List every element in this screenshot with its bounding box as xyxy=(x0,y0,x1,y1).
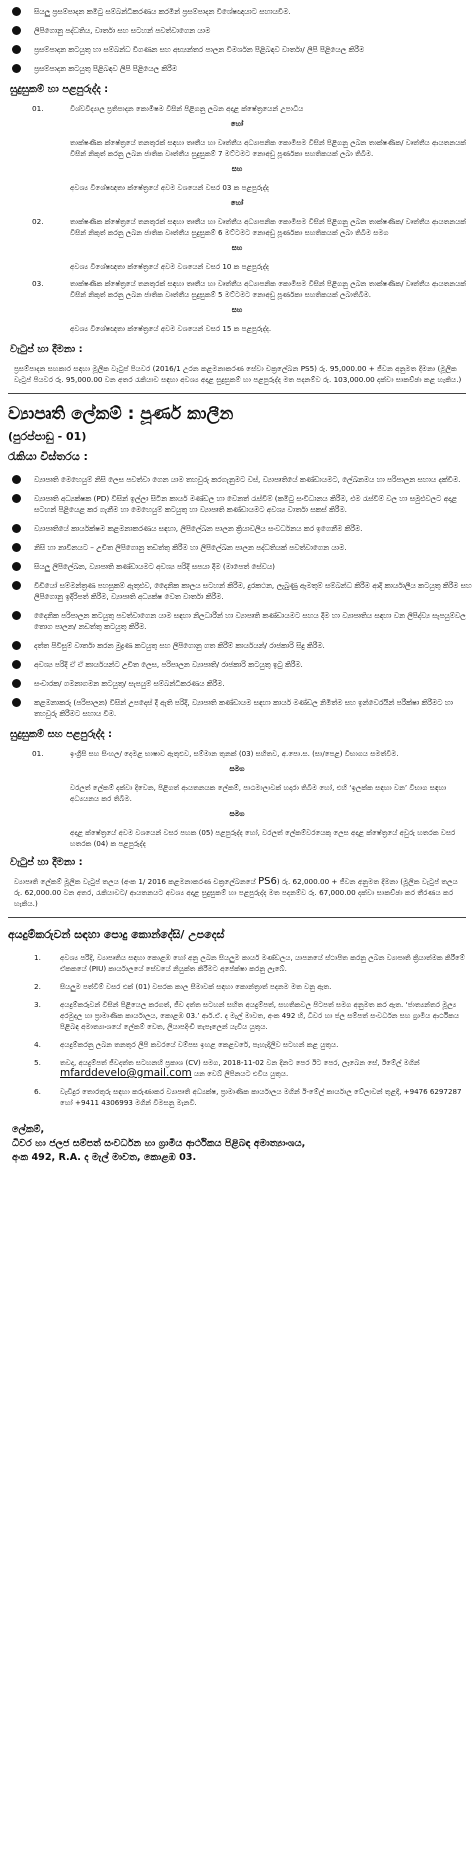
bullet-dot-icon xyxy=(12,45,21,54)
vacancy-count: (පුරප්පාඩු - 01) xyxy=(8,430,87,443)
and-divider: සහ xyxy=(231,306,243,314)
qualification-text: තාක්ෂණික ක්ෂේත්‍රයේ තනතුරක් සඳහා තෘතීය හා වෘත්තීය අධ්‍යාපනික කොමිසම විසින් පිළිගනු ලබන තාක්ෂණික/ වෘත්තීය ආයතනයක් විසින් නිකුත් කරනු ලබන ජාතික වෘත්තීය සුදුසුකම් 7 මට්ටමට නොඅඩු පූර්ණකා සහතිකයක් ලබා තිබීම. xyxy=(70,138,467,158)
salary-heading: වැටුප් හා දීමනා : xyxy=(10,857,83,868)
bullet-dot-icon xyxy=(12,611,21,620)
duty-bullet: අවශ්‍ය පරිදි ඒ ඒ කාර්යයන්ට උචිත ලෙස, පරිපාලන ව්‍යාපෘති/ රාජකාරි කටයුතු ඉටු කිරීම. xyxy=(0,659,474,670)
with-divider: සමග xyxy=(229,765,245,773)
qualification-item: 01. ඉංග්‍රීසි සහ සිංහල/ දෙමළ භාෂාව ඇතුළුව, සම්මාන තුනක් (03) සහිතව, අ.පො.ස. (සා/පෙළ) විභාගය සමත්වීම. xyxy=(32,749,399,758)
qualification-item: 02. තාක්ෂණික ක්ෂේත්‍රයේ තනතුරක් සඳහා තෘතීය හා වෘත්තීය අධ්‍යාපනික කොමිසම විසින් පිළිගනු ලබන තාක්ෂණික/ වෘත්තීය ආයතනයක් විසින් නිකුත් කරනු ලබන ජාතික වෘත්තීය සුදුසුකම් 6 මට්ටමට නොඅඩු පූර්ණකා සහතිකයක් ලබා තිබීම සමග xyxy=(32,217,467,237)
qualifications-heading: සුදුසුකම් හා පළපුරුද්ද : xyxy=(10,84,109,95)
bullet-dot-icon xyxy=(12,64,21,73)
bullet-dot-icon xyxy=(12,7,21,16)
salary-text: ව්‍යාපෘති ලේකම් මූලික වැටුප් තලය (අංක 1/ 2016 කළමනාකරණ චක්‍රලේඛනයේ PS6) රු. 62,000.00 + ජීවන අනුමත දීමනා (මූලික වැටුප් තලය රු. 62,000.00 වන අතර, රැකියාවට/ ආයතනයට අවශ්‍ය අදාළ සුදුසුකම් හා පළපුරුද්ද මත පදනම්ව රු. 67,000.00 දක්වා සාකච්ඡා කර තීරණය කර හැකිය.) xyxy=(14,876,458,908)
condition-item: 3. අයදුම්කරුවන් විසින් පිළියෙල කරගත්, ජීව දත්ත සටහන් සහිත අයදුම්පත්, සහතිකවල පිටපත් සමග අනුමත කර ඇත. ‘ජාත්‍යන්තර මූල්‍ය අරමුදල හා ප්‍රාමාණික කාර්යාලය, කොළඹ 03.’ ආර්.ඒ. ද මැල් මාවත, අංක 492 හි, ධීවර හා ජල සම්පත් සංවර්ධන සහ ග්‍රාමීය ආර්ථිකය පිළිබඳ අමාත්‍යාංශයේ ලේකම් වෙත, ලියාපදිංචි තැපෑලෙන් යැවිය යුතුය. xyxy=(34,1000,460,1031)
and-divider: සහ xyxy=(231,165,243,173)
email-link[interactable]: mfarddevelo@gmail.com xyxy=(60,1067,192,1079)
qualification-text: අවශ්‍ය විශේෂඥතා ක්ෂේත්‍රයේ අවම වශයෙන් වසර 15 ක පළපුරුද්ද. xyxy=(70,324,272,333)
with-divider: සමග xyxy=(229,810,245,818)
bullet-dot-icon xyxy=(12,475,21,484)
bullet-dot-icon xyxy=(12,641,21,650)
address-line: ලේකම්, xyxy=(12,1124,45,1135)
duty-bullet: සංචාරක/ ගමනාගමන කටයුතු/ සැපයුම් සම්බන්ධීකරණය කිරීම. xyxy=(0,678,474,689)
salary-heading: වැටුප් හා දීමනා : xyxy=(10,344,83,355)
qualification-item: 03. තාක්ෂණික ක්ෂේත්‍රයේ තනතුරක් සඳහා තෘතීය හා වෘත්තීය අධ්‍යාපනික කොමිසම විසින් පිළිගනු ලබන තාක්ෂණික/ වෘත්තීය ආයතනයක් විසින් නිකුත් කරනු ලබන ජාතික වෘත්තීය සුදුසුකම් 5 මට්ටමට නොඅඩු පූර්ණකා සහතිකයක් ලබාතිබීම. xyxy=(32,279,467,299)
job-description-heading: රැකියා විස්තරය : xyxy=(8,450,88,463)
condition-item: 2. සියලුම පත්වීම් වසර එක් (01) වසරක කාල සීමාවක් සඳහා කොන්ත්‍රාත් පදනම මත වනු ඇත. xyxy=(34,982,332,991)
duty-bullet: සියලු ප්‍රසම්පාදන කමිටු සම්බන්ධීකරණය කරමින් ප්‍රසම්පාදන විශේෂඥයාට සහායවීම. xyxy=(0,6,474,17)
section-divider xyxy=(8,917,466,918)
qualification-text: වරලත් ලේකම් දක්වා දිවෙන, පිළිගත් ආයතනයක ලේකම්, පාඨමාලාවක් හදාරා තිබීම හෝ, එහි ‘ඉලක්ක සඳහා වන’ විභාග සඳහා අධ්‍යයනය කර තිබීම. xyxy=(70,783,447,803)
condition-item: 5. තවද, අයදුම්පත් ජීවදත්ත සටහනහි ප්‍රකාශ (CV) සමග, 2018-11-02 වන දිනට පෙර ඊට පෙර, ලැබෙන සේ, ඊමේල් මගින් mfarddevelo@gmail.com යන වෙබ් ලිපිනයට එවිය යුතුය. xyxy=(34,1058,420,1079)
qualification-text: අවශ්‍ය විශේෂඥතා ක්ෂේත්‍රයේ අවම වශයෙන් වසර 10 ක පළපුරුද්ද xyxy=(70,262,269,271)
duty-bullet: ව්‍යාපෘති අධ්‍යක්ෂක (PD) විසින් ඉල්ලා සිටින කාර්ය මණ්ඩල හා වෙනත් රැස්වීම් (කමිටු සංවිධානය කිරීම, එම රැස්වීම් වල හා සමුළුවලට අදාළ සටහන් පිළියෙළ කර ගැනීම හා මෙහෙයුම් කටයුතු හා ව්‍යාපෘති කණ්ඩායමට අවශ්‍ය වාර්තා සකස් කිරීම. xyxy=(0,493,474,515)
condition-item: 1. අවශ්‍ය පරිදි, ව්‍යාපෘතිය සඳහා කොළඹ හෝ අනු ලබන සියලුම කාර්ය මණ්ඩලය, යාපනයේ ස්ථාපිත කරනු ලබන ව්‍යාපෘති ක්‍රියාත්මක කිරීමේ ඒකකයේ (PIU) කාර්යාලයේ සේවයේ නියුක්ත කිරීමට අපේක්ෂා කරනු ලැබේ. xyxy=(34,953,465,973)
qualification-item: 01. විශ්වවිද්‍යාල ප්‍රතිපාදන කොමිෂම විසින් පිළිගනු ලබන අදාළ ක්ෂේත්‍රයෙන් උපාධිය xyxy=(32,104,304,113)
and-divider: සහ xyxy=(231,244,243,252)
duty-bullet: ප්‍රසම්පාදන කටයුතු පිළිබඳව ලිපි පිළියෙල කිරීම xyxy=(0,63,474,74)
qualification-text: අදාළ ක්ෂේත්‍රයේ අවම වශයෙන් වසර පහක (05) පළපුරුද්ද හෝ, වරලත් ලේකම්වරයෙකු ලෙස අදාළ ක්ෂේත්‍රයේ අවුරු හතරක වසර හතරක (04) ක පළපුරුද්ද xyxy=(70,828,456,848)
duty-bullet: නිසි හා නාවීනයට – උචිත ලිපිගොනු තඩත්තු කිරීම හා ලිපිලේඛන පාලන පද්ධතියක් පවත්වාගෙන යාම. xyxy=(0,542,474,553)
address-line: අංක 492, R.A. ද මැල් මාවත, කොළඹ 03. xyxy=(12,1152,197,1163)
duty-bullet: ව්‍යාපෘති මෙහෙයුම් නිසි ලෙස පවත්වා ගෙන යාම තහවුරු කරගැනුමට වස්, ව්‍යාපෘතියේ කණ්ඩායමට, ලේඛනමය හා පරිපාලන සහාය දක්වීම. xyxy=(0,474,474,485)
section-divider xyxy=(8,393,466,394)
bullet-dot-icon xyxy=(12,679,21,688)
or-divider: හෝ xyxy=(230,120,244,128)
duty-bullet: ප්‍රසම්පාදන කටයුතු හා සම්බන්ධ විගණන සහ අභ්‍යන්තර පාලන විමර්ශන පිළිබඳව වාර්තා/ ලිපි පිළියෙල කිරීම xyxy=(0,44,474,55)
duty-bullet: සියලු ලිපිලේඛන, ව්‍යාපෘති කණ්ඩායමට අවශ්‍ය පරිදි සපයා දීම (මාපෙත් සේවය) xyxy=(0,561,474,572)
condition-item: 4. අයදුම්කරනු ලබන තනතුර ලිපි කවරයේ වම්පස ඉහළ කෙළවරේ, පැහැදිලිව සටහන් කළ යුතුය. xyxy=(34,1040,339,1049)
duty-bullet: ව්‍යාපෘතියේ කාර්යක්ෂම කළමනාකරණය සඳහා, ලිපිලේඛන පාලන ක්‍රියාවලිය සංවර්ධනය කර ඉගෙනීම කිරීම. xyxy=(0,523,474,534)
general-conditions-heading: අයදුම්කරුවන් සඳහා පොදු කොන්දේසි/ උපදෙස් xyxy=(8,928,225,941)
bullet-dot-icon xyxy=(12,698,21,707)
salary-text: ප්‍රසම්පාදන සහකාර සඳහා මූලික වැටුප් පියවර (2016/1 උරන කළමනාකරණ සේවා චක්‍රලේඛන PS5) රු. 95,000.00 + ජීවන අනුමත දීමනා (මූලික වැටුප් පියවර රු. 95,000.00 වන අතර රැකියාව සඳහා අවශ්‍ය අදාළ සුදුසුකම් හා පළපුරුද්ද මත පදනම්ව රු. 103,000.00 දක්වා සාකච්ඡා කළ හැකිය.) xyxy=(14,364,462,384)
duty-bullet: කළමනාකරු (පරිපාලන) විසින් උපදෙස් දී ඇති පරිදි, ව්‍යාපෘති කණ්ඩායම සඳහා කාර්ය මණ්ඩල නිමිත්ම සහ ඉන්වෙරයින් පරීක්ෂා කිරීමට හා තහවුරු කිරීමට සහාය වීම. xyxy=(0,697,474,719)
duty-bullet: වීඩියෝ සම්මන්ත්‍රණ පහසුකම් ඇතුළුව, දෛනික කාලය සටහන් කිරීම, දුරකථන, ලැබුණු ඇමතුම් සම්බන්ධ කිරීම ආදි කාර්යාලීය කටයුතු කිරීම සහ ලිපිගොනු ඉදිරිපත් කිරීම, ව්‍යාපෘති අධ්‍යක්ෂ වෙත වාර්තා කිරීම. xyxy=(0,580,474,602)
bullet-dot-icon xyxy=(12,26,21,35)
qualification-text: අවශ්‍ය විශේෂඥතා ක්ෂේත්‍රයේ අවම වශයෙන් වසර 03 ක පළපුරුද්ද xyxy=(70,183,269,192)
duty-bullet: ලිපිගොනු පද්ධතිය, වාර්තා සහ සටහන් පවත්වාගෙන යාම xyxy=(0,25,474,36)
job-title: ව්‍යාපෘති ලේකම් : පූර්ණ කාලීන xyxy=(8,404,234,424)
bullet-dot-icon xyxy=(12,581,21,590)
qualifications-heading: සුදුසුකම් සහ පළපුරුද්ද : xyxy=(10,729,113,740)
bullet-dot-icon xyxy=(12,660,21,669)
address-line: ධීවර හා ජලජ සම්පත් සංවර්ධන හා ග්‍රාමීය ආර්ථිකය පිළිබඳ අමාත්‍යාංශය, xyxy=(12,1138,306,1149)
bullet-dot-icon xyxy=(12,524,21,533)
duty-bullet: දත්ත පිවිසුම් වාර්තා කරන මුද්‍රණ කටයුතු සහ ලිපිගොනු ගත කිරීම් කාර්යයන්/ රාජකාරි සිදු කිරීම. xyxy=(0,640,474,651)
duty-bullet: දෛනික පරිපාලන කටයුතු පවත්වාගෙන යාම සඳහා නිලධාරීන් හා ව්‍යාපෘති කණ්ඩායමට සහය දීම හා ව්‍යාපෘතිය සඳහා වන ලිපිද්ව්‍ය සැපයුම්වල තොග පාලන/ නඩත්තු කටයුතු කිරීම. xyxy=(0,610,474,632)
condition-item: 6. වැඩිදුර තොරතුරු සඳහා කරුණාකර ව්‍යාපෘති අධ්‍යක්ෂ, ප්‍රාමාණික කාර්යාලය මගින් ඊ-මේල් කාර්යාල වේලාවන් තුළදී, +9476 6297287 හෝ +9411 4306993 මගින් විමසනු මැනවි. xyxy=(34,1087,462,1107)
bullet-dot-icon xyxy=(12,494,21,503)
bullet-dot-icon xyxy=(12,543,21,552)
bullet-dot-icon xyxy=(12,562,21,571)
or-divider: හෝ xyxy=(230,199,244,207)
